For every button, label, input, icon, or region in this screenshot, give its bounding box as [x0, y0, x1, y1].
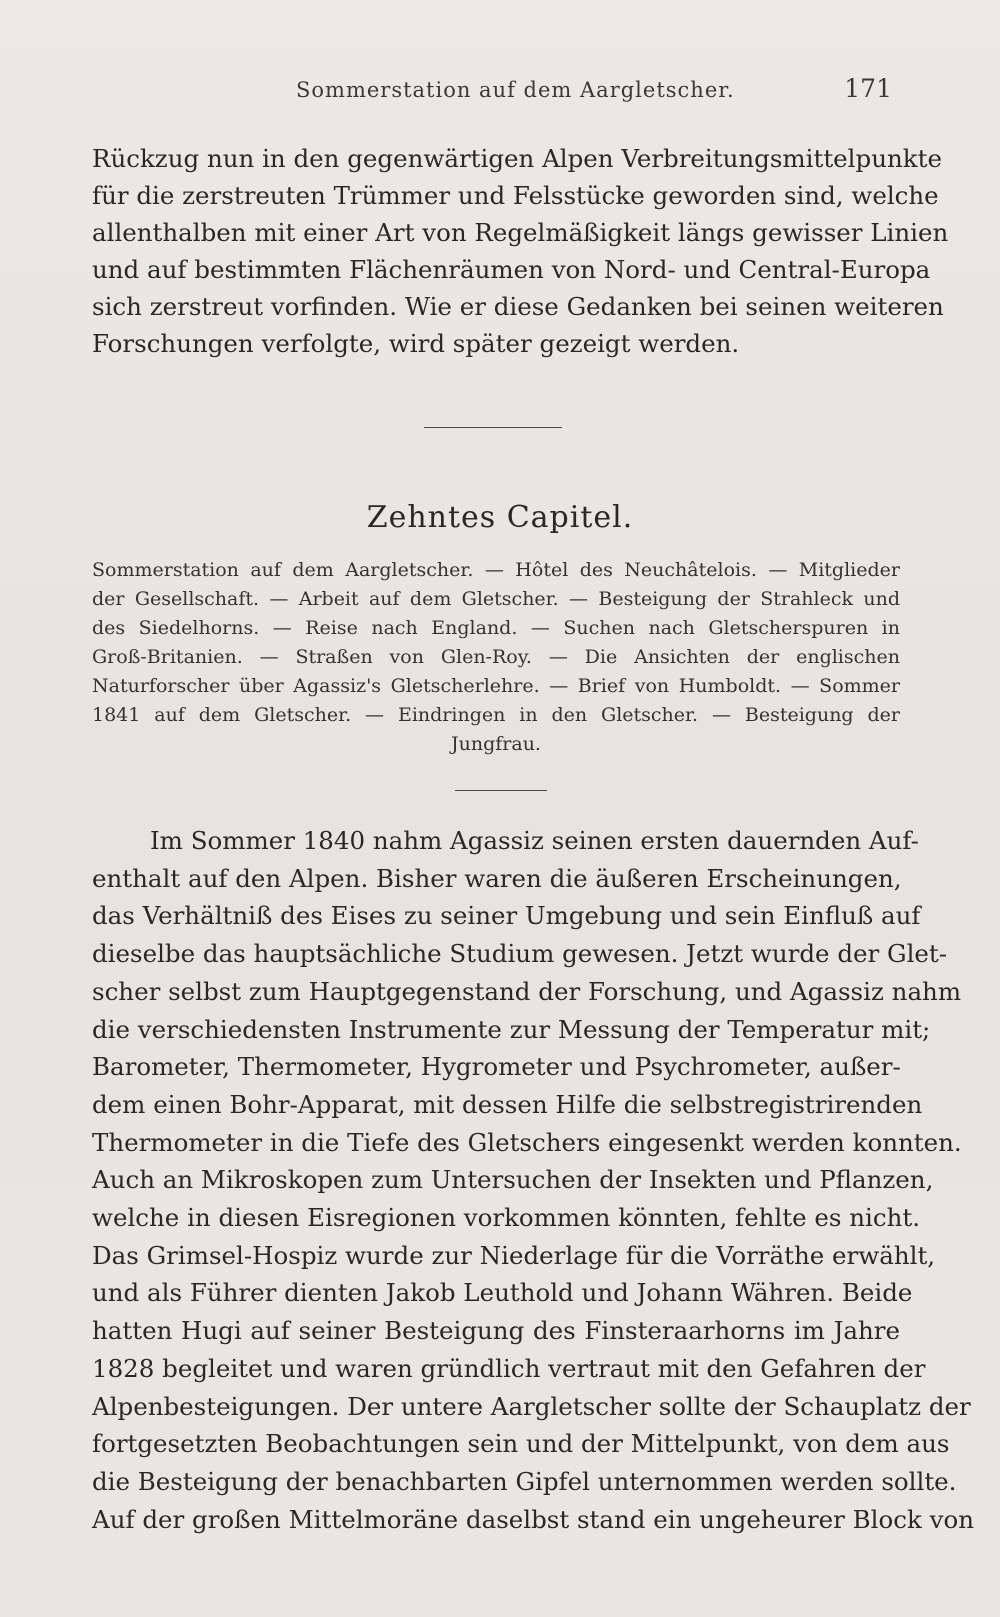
running-title: Sommerstation auf dem Aargletscher.	[296, 78, 735, 102]
text-line: fortgesetzten Beobachtungen sein und der Mittelpunkt, von dem aus	[92, 1429, 950, 1459]
text-line: dem einen Bohr-Apparat, mit dessen Hilfe die selbstregistrirenden	[92, 1089, 923, 1119]
summary-line: Jungfrau.	[451, 733, 541, 755]
text-line: Auch an Mikroskopen zum Untersuchen der Insekten und Pflanzen,	[92, 1165, 934, 1195]
text-line: hatten Hugi auf seiner Besteigung des Finsteraarhorns im Jahre	[92, 1316, 900, 1346]
text-line: für die zerstreuten Trümmer und Felsstücke geworden sind, welche	[92, 181, 939, 210]
text-line: Auf der großen Mittelmoräne daselbst stand ein ungeheurer Block von	[92, 1504, 974, 1534]
text-line: Alpenbesteigungen. Der untere Aargletscher sollte der Schauplatz der	[92, 1391, 971, 1421]
text-line: Barometer, Thermometer, Hygrometer und Psychrometer, außer-	[92, 1052, 901, 1082]
text-line: Im Sommer 1840 nahm Agassiz seinen ersten dauernden Auf-	[150, 826, 919, 855]
chapter-title: Zehntes Capitel.	[366, 500, 634, 535]
text-line: die verschiedensten Instrumente zur Messung der Temperatur mit;	[92, 1014, 931, 1044]
text-line: dieselbe das hauptsächliche Studium gewesen. Jetzt wurde der Glet-	[92, 939, 948, 969]
text-line: Das Grimsel-Hospiz wurde zur Niederlage für die Vorräthe erwählt,	[92, 1240, 936, 1270]
text-line: sich zerstreut vorfinden. Wie er diese Gedanken bei seinen weiteren	[92, 292, 944, 321]
summary-line: 1841 auf dem Gletscher. — Eindringen in den Gletscher. — Besteigung der	[92, 704, 900, 726]
chapter-summary	[92, 556, 900, 759]
text-line: und auf bestimmten Flächenräumen von Nord- und Central-Europa	[92, 255, 931, 284]
text-line: Forschungen verfolgte, wird später gezeigt werden.	[92, 329, 740, 358]
text-line: welche in diesen Eisregionen vorkommen könnten, fehlte es nicht.	[92, 1203, 920, 1233]
text-line: das Verhältniß des Eises zu seiner Umgebung und sein Einfluß auf	[92, 901, 921, 931]
summary-line: Sommerstation auf dem Aargletscher. — Hôtel des Neuchâtelois. — Mitglieder	[92, 559, 900, 581]
text-line: enthalt auf den Alpen. Bisher waren die äußeren Erscheinungen,	[92, 863, 902, 893]
text-line: die Besteigung der benachbarten Gipfel unternommen werden sollte.	[92, 1466, 957, 1496]
summary-line: Naturforscher über Agassiz's Gletscherlehre. — Brief von Humboldt. — Sommer	[92, 675, 900, 697]
paragraph-main	[92, 822, 974, 1538]
page-number: 171	[844, 74, 892, 103]
text-line: Rückzug nun in den gegenwärtigen Alpen Verbreitungsmittelpunkte	[92, 144, 942, 173]
summary-line: Groß-Britanien. — Straßen von Glen-Roy. — Die Ansichten der englischen	[92, 646, 900, 668]
text-line: 1828 begleitet und waren gründlich vertraut mit den Gefahren der	[92, 1353, 926, 1383]
text-line: allenthalben mit einer Art von Regelmäßigkeit längs gewisser Linien	[92, 218, 949, 247]
running-header	[0, 74, 1000, 118]
text-line: scher selbst zum Hauptgegenstand der Forschung, und Agassiz nahm	[92, 976, 962, 1006]
section-divider	[424, 427, 562, 428]
text-line: Thermometer in die Tiefe des Gletschers eingesenkt werden konnten.	[92, 1127, 962, 1157]
summary-line: der Gesellschaft. — Arbeit auf dem Gletscher. — Besteigung der Strahleck und	[92, 588, 900, 610]
text-line: und als Führer dienten Jakob Leuthold und Johann Währen. Beide	[92, 1278, 913, 1308]
summary-line: des Siedelhorns. — Reise nach England. — Suchen nach Gletscherspuren in	[92, 617, 900, 639]
paragraph-top	[92, 140, 949, 362]
chapter-divider	[455, 790, 547, 791]
